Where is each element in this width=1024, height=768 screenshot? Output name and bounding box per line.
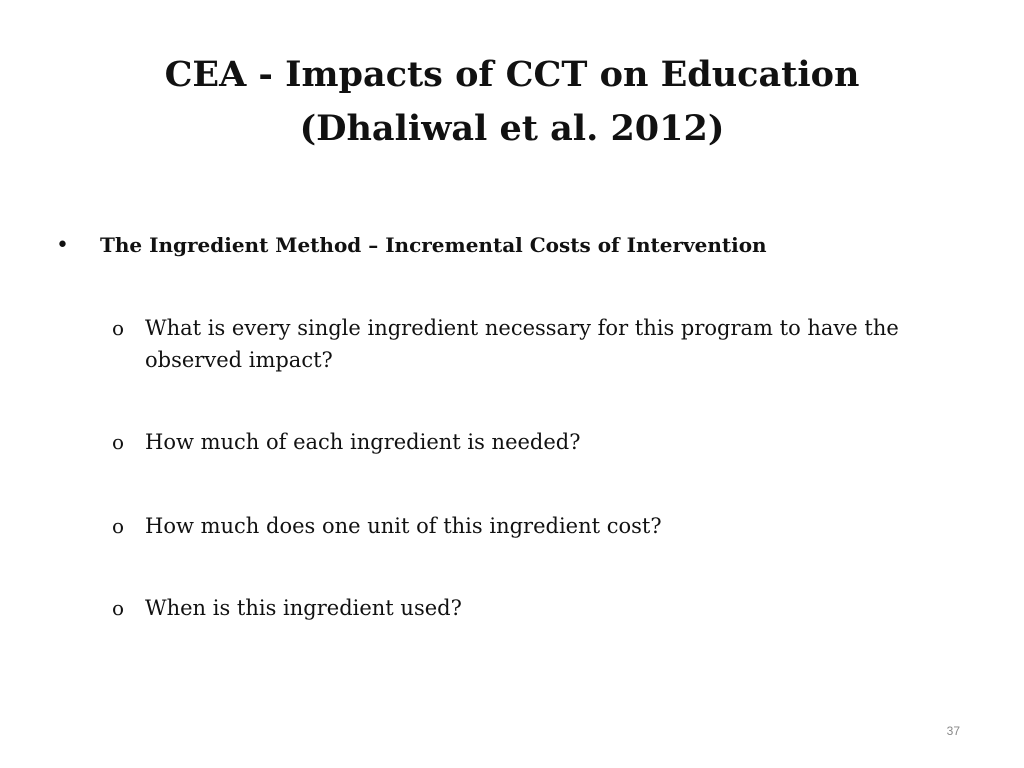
sub-bullet-4 (112, 592, 932, 624)
title-line-2: (Dhaliwal et al. 2012) (299, 108, 725, 149)
sub-bullet-text: How much of each ingredient is needed? (145, 430, 581, 454)
sub-bullet-3 (112, 510, 932, 542)
sub-bullet-marker-icon: o (112, 316, 125, 340)
sub-bullet-text: What is every single ingredient necessary for this program to have the observed impact? (145, 316, 899, 372)
sub-bullet-2 (112, 426, 932, 458)
sub-bullet-marker-icon: o (112, 596, 125, 620)
page-number: 37 (946, 724, 960, 738)
slide-title (0, 48, 1024, 156)
main-bullet-text: The Ingredient Method – Incremental Costs of Intervention (100, 233, 767, 257)
sub-bullet-marker-icon: o (112, 430, 125, 454)
sub-bullet-marker-icon: o (112, 514, 125, 538)
sub-bullet-text: How much does one unit of this ingredient cost? (145, 514, 662, 538)
sub-bullet-text: When is this ingredient used? (145, 596, 462, 620)
bullet-dot-icon: • (56, 233, 69, 258)
title-line-1: CEA - Impacts of CCT on Education (164, 54, 860, 95)
sub-bullet-1 (112, 312, 932, 376)
main-bullet (56, 230, 956, 261)
